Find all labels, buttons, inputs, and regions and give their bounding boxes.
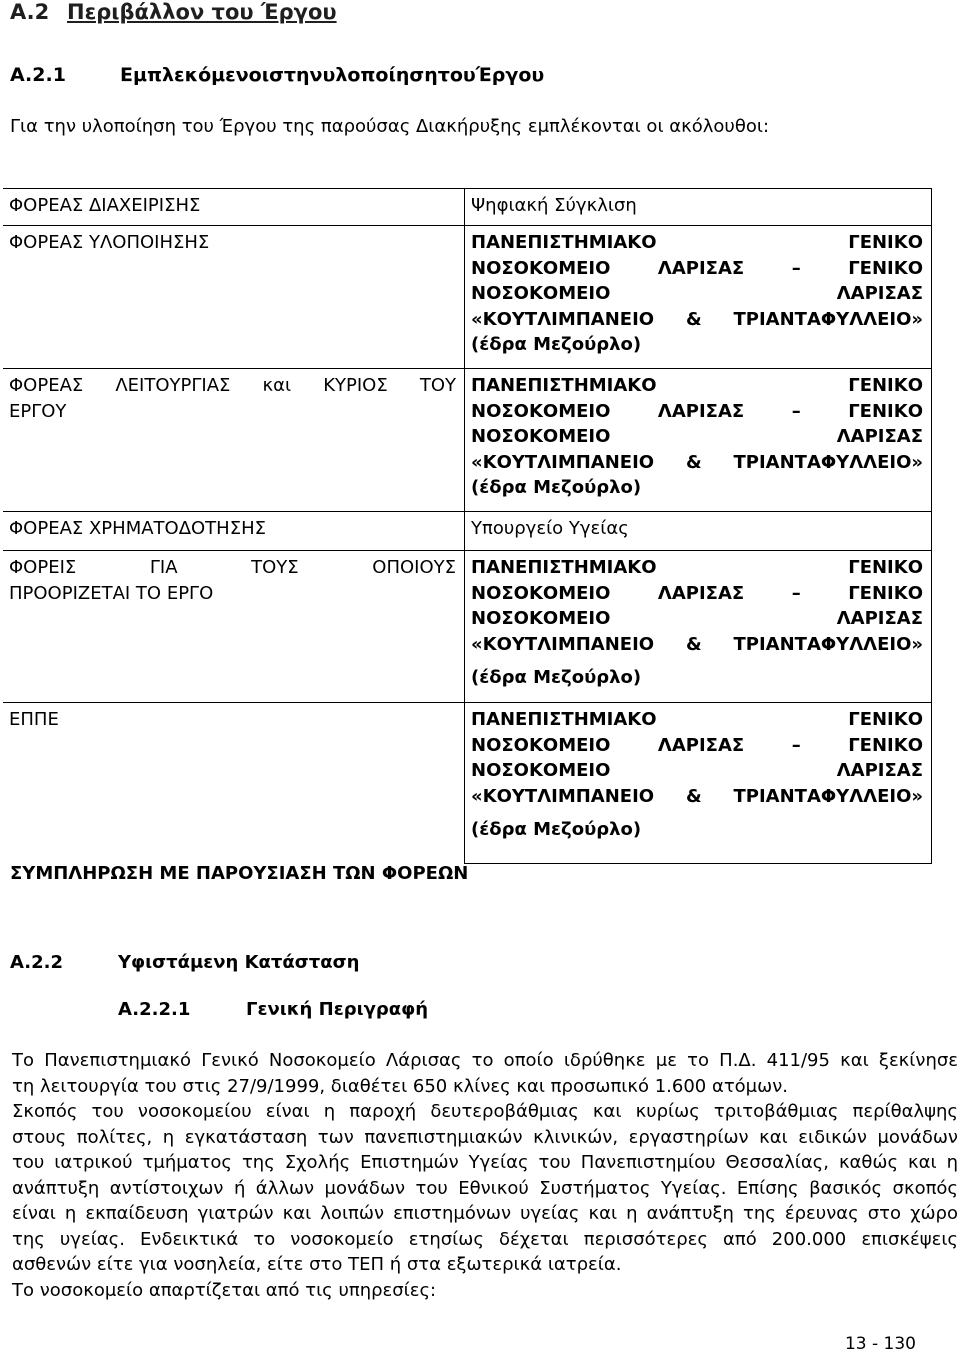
party-value: Ψηφιακή Σύγκλιση [465, 189, 932, 226]
party-value: ΠΑΝΕΠΙΣΤΗΜΙΑΚΟ ΓΕΝΙΚΟ ΝΟΣΟΚΟΜΕΙΟ ΛΑΡΙΣΑΣ – ΓΕΝΙΚΟ ΝΟΣΟΚΟΜΕΙΟ ΛΑΡΙΣΑΣ «ΚΟΥΤΛΙΜΠΑΝΕΙΟ & ΤΡΙΑΝΤΑΦΥΛΛΕΙΟ» (έδρα Μεζούρλο) [465, 226, 932, 369]
section-number: A.2 [10, 0, 50, 24]
party-label: ΦΟΡΕΙΣ ΓΙΑ ΤΟΥΣ ΟΠΟΙΟΥΣ ΠΡΟΟΡΙΖΕΤΑΙ ΤΟ ΕΡΓΟ [3, 551, 465, 703]
table-row [3, 369, 932, 512]
paragraph: Το Πανεπιστημιακό Γενικό Νοσοκομείο Λάρισας το οποίο ιδρύθηκε με το Π.Δ. 411/95 και ξεκίνησε τη λειτουργία του στις 27/9/1999, διαθέτει 650 κλίνες και προσωπικό 1.600 ατόμων. [12, 1050, 958, 1097]
table-row [3, 512, 932, 551]
general-description [12, 1048, 958, 1303]
subsection-title: ΕμπλεκόμενοιστηνυλοποίησητουΈργου [120, 64, 545, 86]
table-row [3, 551, 932, 703]
paragraph: Σκοπός του νοσοκομείου είναι η παροχή δευτεροβάθμιας και κυρίως τριτοβάθμιας περίθαλψης στους πολίτες, η εγκατάσταση των πανεπιστημιακών κλινικών, εργαστηρίων και ειδικών μονάδων του ιατρικού τμήματος της Σχολής Επιστημών Υγείας του Πανεπιστημίου Θεσσαλίας, καθώς και η ανάπτυξη αντίστοιχων ή άλλων μονάδων του Εθνικού Συστήματος Υγείας. Επίσης βασικός σκοπός είναι η εκπαίδευση γιατρών και λοιπών επιστημόνων υγείας και η ανάπτυξη της έρευνας στο χώρο της υγείας. Ενδεικτικά το νοσοκομείο ετησίως δέχεται περισσότερες από 200.000 επισκέψεις ασθενών είτε για νοσηλεία, είτε στο ΤΕΠ ή στα εξωτερικά ιατρεία. [12, 1101, 958, 1275]
subsection-heading [10, 64, 544, 86]
party-label: ΦΟΡΕΑΣ ΛΕΙΤΟΥΡΓΙΑΣ και ΚΥΡΙΟΣ ΤΟΥ ΕΡΓΟΥ [3, 369, 465, 512]
section-221-number: A.2.2.1 [118, 999, 191, 1020]
section-221-heading [118, 999, 428, 1020]
paragraph: Το νοσοκομείο απαρτίζεται από τις υπηρεσίες: [12, 1279, 437, 1301]
section-heading [10, 0, 337, 24]
intro-text: Για την υλοποίηση του Έργου της παρούσας Διακήρυξης εμπλέκονται οι ακόλουθοι: [10, 116, 770, 137]
parties-table [3, 188, 932, 864]
party-value: ΠΑΝΕΠΙΣΤΗΜΙΑΚΟ ΓΕΝΙΚΟ ΝΟΣΟΚΟΜΕΙΟ ΛΑΡΙΣΑΣ – ΓΕΝΙΚΟ ΝΟΣΟΚΟΜΕΙΟ ΛΑΡΙΣΑΣ «ΚΟΥΤΛΙΜΠΑΝΕΙΟ & ΤΡΙΑΝΤΑΦΥΛΛΕΙΟ» (έδρα Μεζούρλο) [465, 703, 932, 864]
party-label: ΦΟΡΕΑΣ ΧΡΗΜΑΤΟΔΟΤΗΣΗΣ [3, 512, 465, 551]
table-row [3, 189, 932, 226]
party-label: ΦΟΡΕΑΣ ΥΛΟΠΟΙΗΣΗΣ [3, 226, 465, 369]
completion-note: ΣΥΜΠΛΗΡΩΣΗ ΜΕ ΠΑΡΟΥΣΙΑΣΗ ΤΩΝ ΦΟΡΕΩΝ [10, 863, 469, 884]
section-221-title: Γενική Περιγραφή [246, 999, 429, 1020]
page-number: 13 - 130 [844, 1334, 916, 1354]
subsection-number: A.2.1 [10, 64, 66, 86]
table-row [3, 226, 932, 369]
party-value: ΠΑΝΕΠΙΣΤΗΜΙΑΚΟ ΓΕΝΙΚΟ ΝΟΣΟΚΟΜΕΙΟ ΛΑΡΙΣΑΣ – ΓΕΝΙΚΟ ΝΟΣΟΚΟΜΕΙΟ ΛΑΡΙΣΑΣ «ΚΟΥΤΛΙΜΠΑΝΕΙΟ & ΤΡΙΑΝΤΑΦΥΛΛΕΙΟ» (έδρα Μεζούρλο) [465, 551, 932, 703]
party-label: ΕΠΠΕ [3, 703, 465, 864]
section-22-number: A.2.2 [10, 952, 63, 973]
section-22-title: Υφιστάμενη Κατάσταση [118, 952, 360, 973]
party-value: ΠΑΝΕΠΙΣΤΗΜΙΑΚΟ ΓΕΝΙΚΟ ΝΟΣΟΚΟΜΕΙΟ ΛΑΡΙΣΑΣ – ΓΕΝΙΚΟ ΝΟΣΟΚΟΜΕΙΟ ΛΑΡΙΣΑΣ «ΚΟΥΤΛΙΜΠΑΝΕΙΟ & ΤΡΙΑΝΤΑΦΥΛΛΕΙΟ» (έδρα Μεζούρλο) [465, 369, 932, 512]
section-title: Περιβάλλον του Έργου [67, 0, 337, 24]
table-row [3, 703, 932, 864]
party-value: Υπουργείο Υγείας [465, 512, 932, 551]
party-label: ΦΟΡΕΑΣ ΔΙΑΧΕΙΡΙΣΗΣ [3, 189, 465, 226]
section-22-heading [10, 952, 359, 973]
